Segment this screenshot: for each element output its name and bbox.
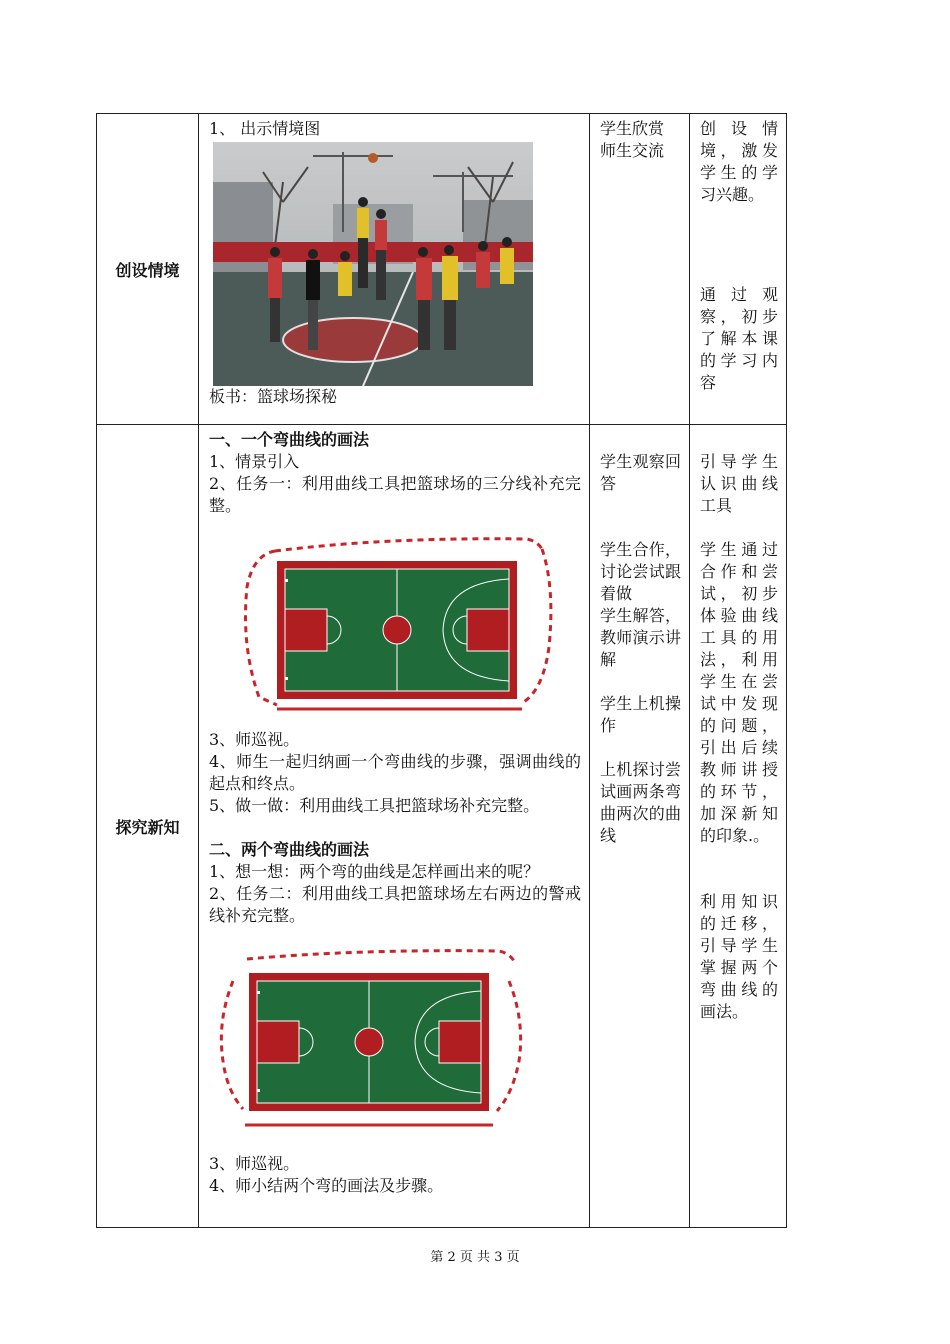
student-text: 学生合作，讨论尝试跟着做 [600, 540, 681, 603]
content-line: 4、师生一起归纳画一个弯曲线的步骤，强调曲线的起点和终点。 [209, 752, 581, 793]
row-explore [97, 425, 787, 1228]
stage-label: 探究新知 [97, 425, 199, 1228]
content-line: 4、师小结两个弯的画法及步骤。 [209, 1176, 444, 1195]
student-text: 学生上机操作 [600, 694, 681, 735]
content-line: 1、想一想：两个弯的曲线是怎样画出来的呢？ [209, 862, 540, 881]
student-text: 学生解答，教师演示讲解 [600, 606, 681, 669]
student-text: 师生交流 [600, 141, 665, 160]
content-line: 2、任务二：利用曲线工具把篮球场左右两边的警戒线补充完整。 [209, 884, 581, 925]
row-scenario [97, 114, 787, 425]
stage-label: 创设情境 [97, 114, 199, 425]
intent-text: 学生通过合作和尝试，初步体验曲线工具的用法，利用学生在尝试中发现的问题，引出后续教师讲授的环节，加深新知的印象.。 [700, 540, 778, 845]
intent-text: 引导学生认识曲线工具 [700, 452, 778, 515]
section-title: 二、两个弯曲线的画法 [209, 840, 370, 859]
board-note: 板书：篮球场探秘 [209, 387, 338, 406]
intent-text: 创设情境，激发学生的学习兴趣。 [700, 119, 778, 204]
basketball-court-diagram [209, 941, 529, 1131]
page-footer: 第 2 页 共 3 页 [430, 1250, 520, 1265]
basketball-court-diagram [237, 527, 557, 717]
content-line: 5、做一做：利用曲线工具把篮球场补充完整。 [209, 796, 540, 815]
lesson-plan-table [96, 113, 787, 1228]
intent-text: 通过观察，初步了解本课的学习内容 [700, 285, 778, 392]
student-text: 上机探讨尝试画两条弯曲两次的曲线 [600, 760, 681, 845]
student-text: 学生观察回答 [600, 452, 681, 493]
design-intent-cell [690, 114, 787, 425]
design-intent-cell [690, 425, 787, 1228]
section-title: 一、一个弯曲线的画法 [209, 430, 370, 449]
content-line: 3、师巡视。 [209, 730, 300, 749]
content-line: 1、 出示情境图 [209, 119, 321, 138]
content-line: 2、任务一：利用曲线工具把篮球场的三分线补充完整。 [209, 474, 581, 515]
basketball-photo [213, 142, 533, 386]
student-activity-cell [590, 425, 690, 1228]
content-line: 1、情景引入 [209, 452, 300, 471]
content-cell [199, 425, 590, 1228]
content-line: 3、师巡视。 [209, 1154, 300, 1173]
student-text: 学生欣赏 [600, 119, 665, 138]
intent-text: 利用知识的迁移，引导学生掌握两个弯曲线的画法。 [700, 892, 778, 1021]
content-cell [199, 114, 590, 425]
student-activity-cell [590, 114, 690, 425]
